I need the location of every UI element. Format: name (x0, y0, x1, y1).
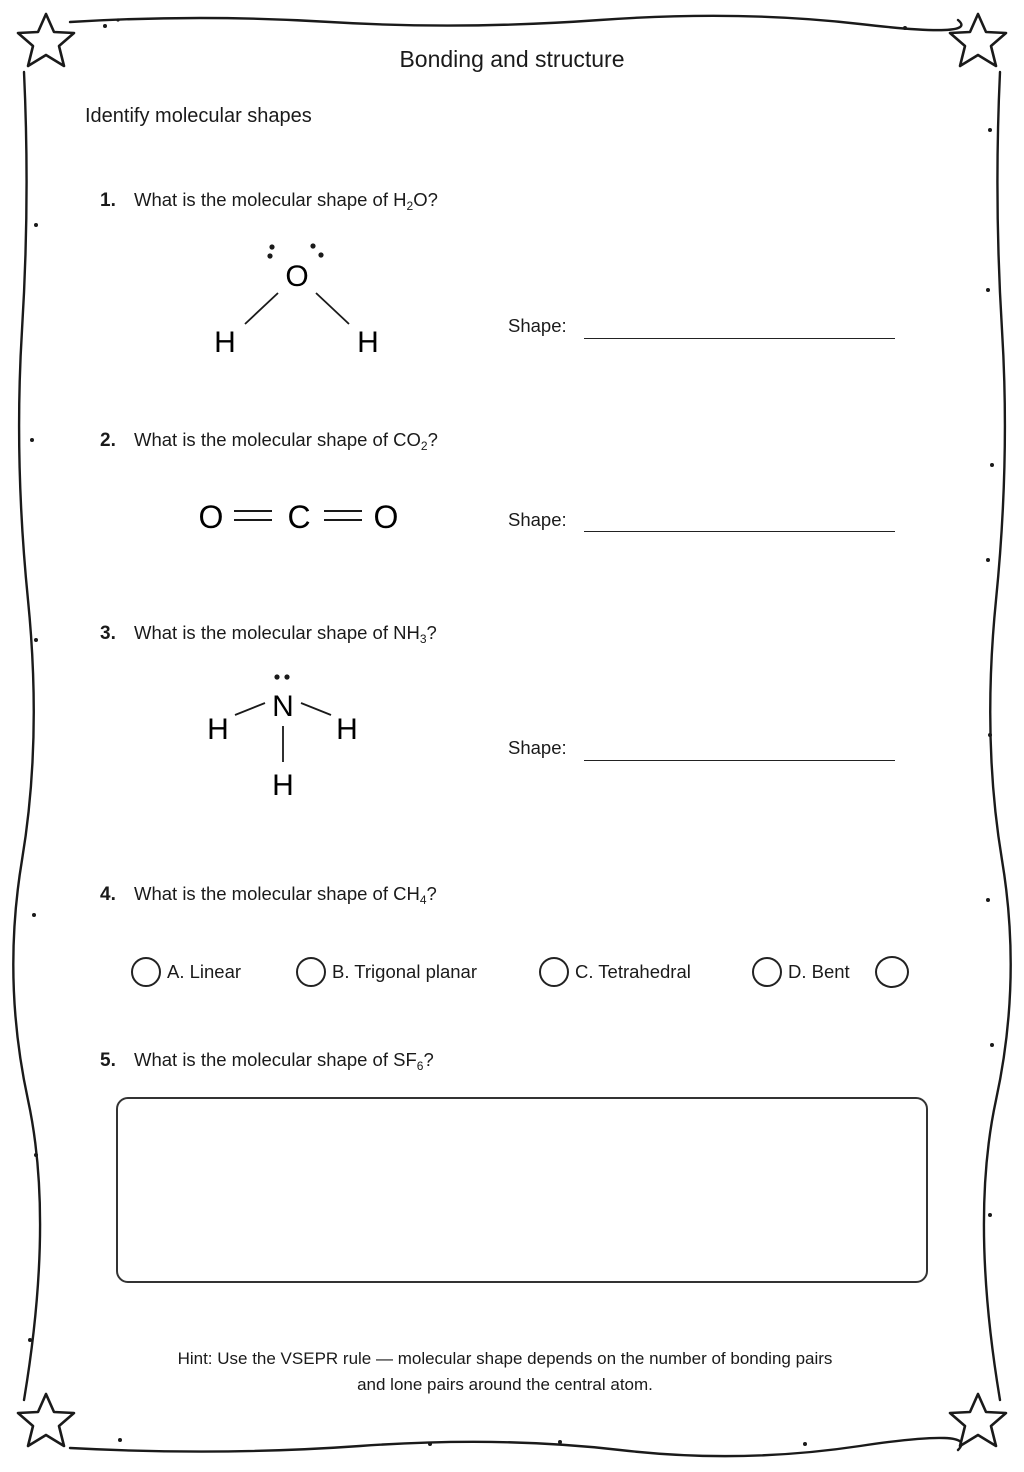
atom-c: C (287, 499, 311, 535)
atom-h-left: H (207, 713, 229, 746)
question-tail: ? (426, 622, 437, 643)
atom-h-right: H (357, 326, 379, 359)
shape-answer-line[interactable] (584, 338, 895, 339)
question-text: What is the molecular shape of SF (134, 1049, 417, 1070)
question-number: 5. (100, 1050, 116, 1071)
question-number: 2. (100, 430, 116, 451)
shape-label: Shape: (508, 737, 567, 758)
option-extra[interactable] (875, 955, 909, 989)
radio-circle[interactable] (539, 957, 569, 987)
option-label: A. Linear (167, 961, 242, 982)
ammonia-lewis-structure (195, 668, 375, 803)
atom-o-right: O (373, 499, 399, 535)
question-text: What is the molecular shape of CH (134, 883, 420, 904)
radio-circle[interactable] (131, 957, 161, 987)
question-5 (100, 1049, 434, 1073)
question-text: What is the molecular shape of H (134, 189, 407, 210)
section-subtitle: Identify molecular shapes (85, 105, 312, 127)
question-tail: ? (427, 429, 438, 450)
water-lewis-structure (200, 238, 400, 363)
atom-o-left: O (198, 499, 224, 535)
option-d[interactable] (752, 955, 850, 989)
question-number: 1. (100, 190, 116, 211)
question-2 (100, 429, 438, 453)
option-b[interactable] (296, 955, 477, 989)
atom-n: N (272, 690, 294, 723)
hint-text (100, 1346, 910, 1398)
answer-box[interactable] (116, 1097, 928, 1283)
option-c[interactable] (539, 955, 691, 989)
formula-subscript: 3 (419, 632, 427, 646)
atom-h-right: H (336, 713, 358, 746)
hint-line-1: Hint: Use the VSEPR rule — molecular shape depends on the number of bonding pairs (177, 1349, 833, 1368)
atom-h-left: H (214, 326, 236, 359)
hint-line-2: and lone pairs around the central atom. (357, 1375, 653, 1394)
question-number: 4. (100, 884, 116, 905)
question-tail: ? (426, 883, 437, 904)
shape-label: Shape: (508, 315, 567, 336)
star-icon (18, 1394, 74, 1446)
co2-structure (190, 492, 410, 542)
formula-subscript: 2 (406, 199, 414, 213)
star-icon (950, 1394, 1006, 1446)
question-1 (100, 189, 438, 213)
radio-circle[interactable] (296, 957, 326, 987)
radio-circle[interactable] (752, 957, 782, 987)
option-label: C. Tetrahedral (575, 961, 691, 982)
shape-answer-line[interactable] (584, 531, 895, 532)
atom-o: O (285, 260, 309, 293)
question-text: What is the molecular shape of CO (134, 429, 421, 450)
question-tail: O? (413, 189, 438, 210)
option-label: B. Trigonal planar (332, 961, 478, 982)
shape-label: Shape: (508, 509, 567, 530)
page-title: Bonding and structure (399, 46, 625, 72)
radio-circle[interactable] (875, 956, 909, 988)
question-3 (100, 622, 437, 646)
question-tail: ? (423, 1049, 434, 1070)
formula-subscript: 6 (416, 1059, 424, 1073)
question-text: What is the molecular shape of NH (134, 622, 420, 643)
question-4 (100, 883, 437, 907)
question-number: 3. (100, 623, 116, 644)
atom-h-bottom: H (272, 769, 294, 802)
shape-answer-line[interactable] (584, 760, 895, 761)
option-label: D. Bent (788, 961, 850, 982)
option-a[interactable] (131, 955, 241, 989)
formula-subscript: 2 (420, 439, 428, 453)
formula-subscript: 4 (419, 893, 427, 907)
